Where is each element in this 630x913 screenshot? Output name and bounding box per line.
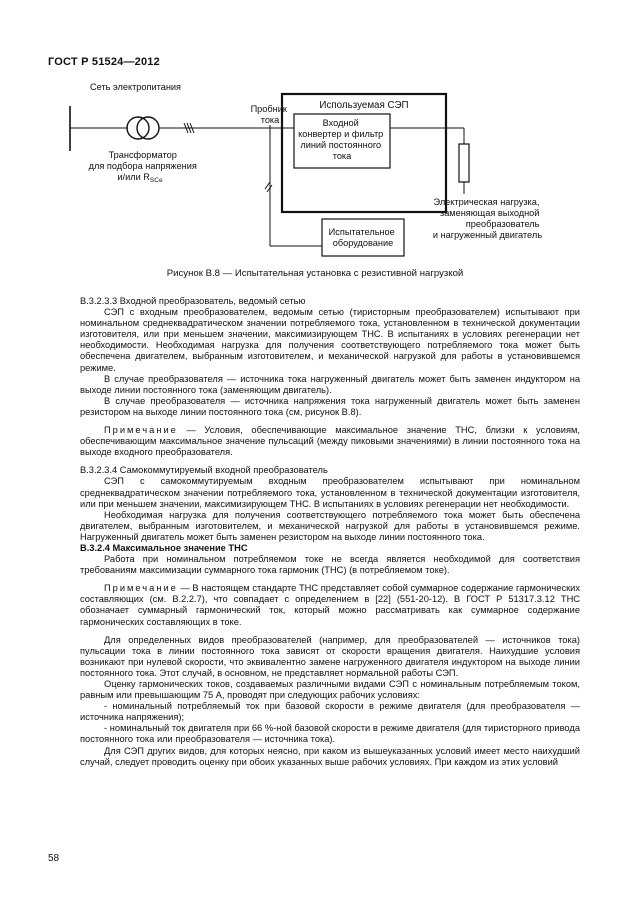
converter-label-4: тока (332, 151, 352, 161)
paragraph: Для определенных видов преобразователей (например, для преобразователей — источников тока) пульсации тока в линии постоянного тока зависят от скорости вращения двигателя. Наихудшие условия возникают при нулевой скорости, что эквивалентно замене нагруженного двигателя индуктором на выходе линии постоянного тока. Этот случай, в основном, не представляет нормальной работы СЭП. (80, 634, 580, 678)
resistor-symbol (459, 144, 469, 182)
paragraph: СЭП с самокоммутируемым входным преобразователем испытывают при номинальном среднеквадратическом значении потребляемого тока, установленном в технической документации изготовителя, или при меньшем значении, максимизирующем THC. В испытаниях в условиях регенерации нет необходимости. (80, 476, 580, 509)
paragraph: Необходимая нагрузка для получения соответствующего потребляемого тока может быть обеспечена двигателем, выбранным изготовителем, и механической нагрузкой для работы в установившемся режиме. Нагруженный двигатель может быть заменен резистором на выходе линии постоянного тока. (80, 509, 580, 542)
list-item: - номинальный ток двигателя при 66 %-ной базовой скорости в режиме двигателя (для тиристорного привода постоянного тока или преобразователя — источника тока). (80, 723, 580, 745)
figure-caption: Рисунок В.8 — Испытательная установка с резистивной нагрузкой (166, 268, 464, 279)
list-item: - номинальный потребляемый ток при базовой скорости в режиме двигателя (для преобразователя — источника напряжения); (80, 701, 580, 723)
note-1-label: Примечание (104, 425, 178, 436)
transformer-label-1: Трансформатор (108, 150, 177, 160)
probe-label-1: Пробник (250, 104, 287, 114)
section-heading-324: В.3.2.4 Максимальное значение THC (80, 542, 248, 553)
paragraph: Работа при номинальном потребляемом токе не всегда является необходимой для соответствия требованиям максимизации суммарного тока гармоник (THC) (в потребляемом токе). (80, 554, 580, 576)
note-2-text: — В настоящем стандарте THC представляет собой суммарное содержание гармонических составляющих (см. В.2.2.7), что совпадает с определением в [22] (551-20-12). В ГОСТ Р 51317.3.12 THC обозначает суммарный гармонический ток, который можно рассматривать как суммарное содержание гармонических составляющих в токе. (80, 583, 580, 627)
converter-label-2: конвертер и фильтр (298, 129, 384, 139)
converter-label-3: линий постоянного (300, 140, 382, 150)
paragraph: Для СЭП других видов, для которых неясно, при каком из вышеуказанных условий имеет место наихудший случай, следует проводить оценку при обоих указанных выше рабочих условиях. При каждом из этих условий (80, 745, 580, 767)
test-equipment-label-1: Испытательное (328, 227, 395, 237)
body-text (80, 296, 580, 768)
test-equipment-label (329, 227, 398, 248)
paragraph: В случае преобразователя — источника тока нагруженный двигатель может быть заменен индуктором на выходе линии постоянного тока (заменяющим двигатель). (80, 373, 580, 395)
test-setup-diagram (48, 76, 588, 276)
load-label-2: заменяющая выходной (439, 208, 540, 218)
page-number: 58 (48, 853, 60, 864)
note-2 (80, 583, 580, 627)
load-label-4: и нагруженный двигатель (432, 230, 542, 240)
test-equipment-label-2: оборудование (332, 238, 394, 248)
standard-header: ГОСТ Р 51524—2012 (48, 56, 160, 68)
probe-label (251, 104, 290, 125)
transformer-coil-1 (127, 117, 149, 139)
section-heading-3234: В.3.2.3.4 Самокоммутируемый входной преобразователь (80, 465, 328, 476)
paragraph: СЭП с входным преобразователем, ведомым сетью (тиристорным преобразователем) испытывают при номинальном среднеквадратическом значении потребляемого тока, установленном в технической документации изготовителя, или при меньшем значении, максимизирующем THC. В испытаниях в условиях регенерации нет необходимости. Необходимая нагрузка для получения соответствующего потребляемого тока может быть обеспечена двигателем, выбранным изготовителем, и механической нагрузкой для работы в установившемся режиме. (80, 307, 580, 373)
note-2-label: Примечание (104, 583, 178, 594)
transformer-label-3: и/или R (117, 172, 150, 182)
load-label-3: преобразователь (465, 219, 540, 229)
paragraph: Оценку гармонических токов, создаваемых различными видами СЭП с номинальным потребляемым током, равным или превышающим 75 А, проводят при следующих рабочих условиях: (80, 679, 580, 701)
bds-label: Используемая СЭП (319, 100, 409, 111)
supply-label: Сеть электропитания (90, 82, 181, 92)
probe-label-2: тока (260, 115, 280, 125)
note-1-text: — Условия, обеспечивающие максимальное значение THC, близки к условиям, обеспечивающим максимальное значение пульсаций (между пиковыми значениями) в линии постоянного тока на выходе входного преобразователя. (80, 425, 580, 458)
diagram-svg (48, 76, 588, 276)
transformer-label-2: для подбора напряжения (88, 161, 197, 171)
section-heading-3233: В.3.2.3.3 Входной преобразователь, ведомый сетью (80, 296, 306, 306)
load-label-1: Электрическая нагрузка, (433, 197, 540, 207)
load-label (433, 197, 542, 240)
note-1 (80, 425, 580, 458)
transformer-label (89, 150, 200, 184)
transformer-coil-2 (137, 117, 159, 139)
paragraph: В случае преобразователя — источника напряжения тока нагруженный двигатель может быть заменен резистором на выходе линии постоянного тока (см, рисунок В.8). (80, 395, 580, 417)
test-line-tick-1 (265, 182, 270, 189)
transformer-label-sub: SCe (149, 177, 163, 184)
converter-label-1: Входной (322, 118, 359, 128)
